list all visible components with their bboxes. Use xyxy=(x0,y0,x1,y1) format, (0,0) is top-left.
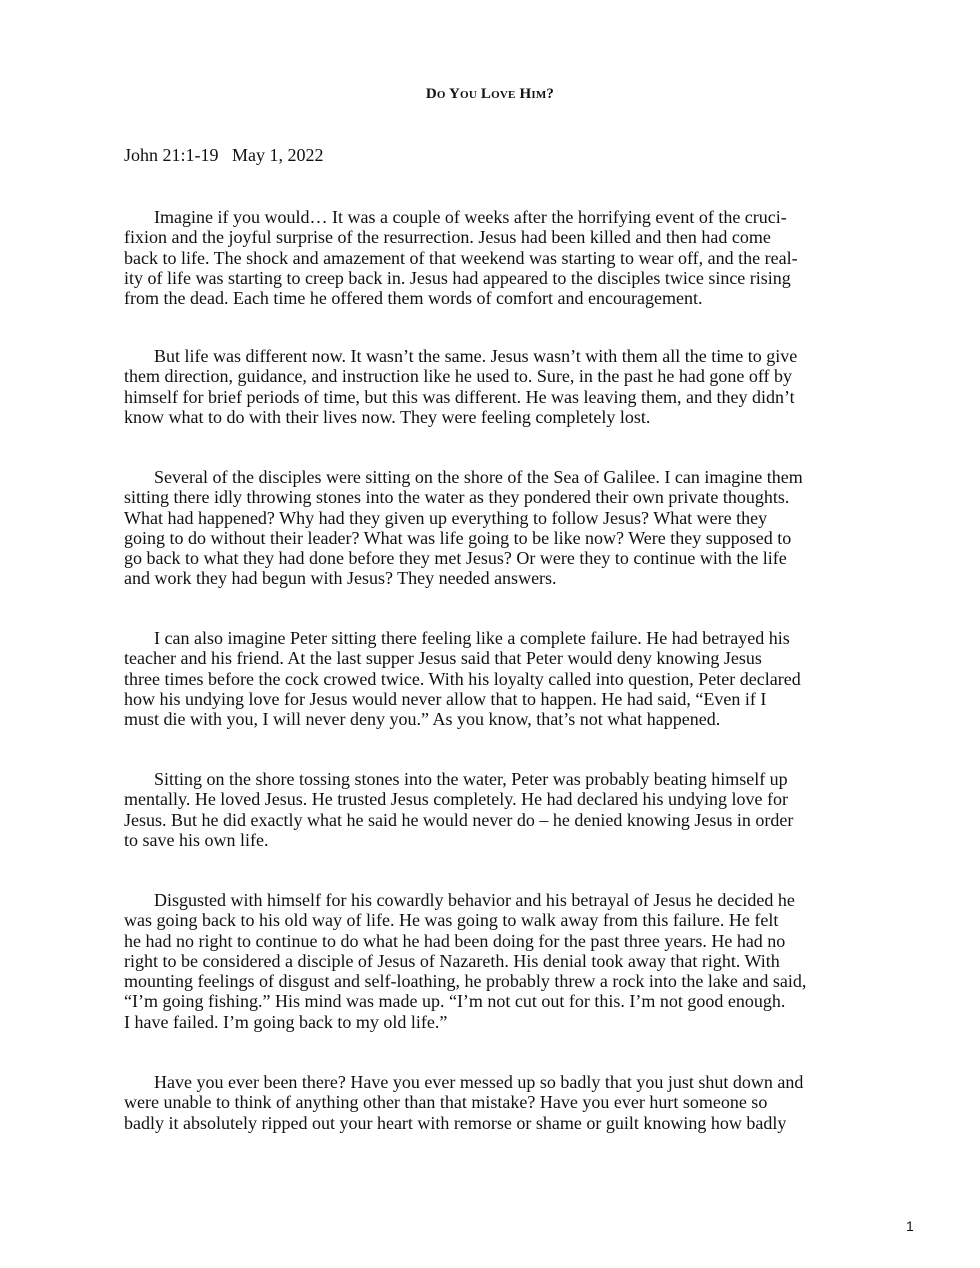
paragraph-line: must die with you, I will never deny you.” As you know, that’s not what happened. xyxy=(124,709,721,730)
paragraph-line: But life was different now. It wasn’t the same. Jesus wasn’t with them all the time to give xyxy=(154,346,798,366)
paragraph-line: from the dead. Each time he offered them words of comfort and encouragement. xyxy=(124,288,703,309)
scripture-reference: John 21:1-19 May 1, 2022 xyxy=(124,145,324,165)
paragraph-line: them direction, guidance, and instruction like he used to. Sure, in the past he had gone off by xyxy=(124,366,793,387)
paragraph-line: were unable to think of anything other than that mistake? Have you ever hurt someone so xyxy=(124,1092,768,1113)
paragraph-line: teacher and his friend. At the last supper Jesus said that Peter would deny knowing Jesus xyxy=(124,648,762,669)
paragraph xyxy=(124,1072,864,1133)
paragraph-line: “I’m going fishing.” His mind was made up. “I’m not cut out for this. I’m not good enough. xyxy=(124,991,786,1012)
paragraph-line: he had no right to continue to do what he had been doing for the past three years. He had no xyxy=(124,930,786,951)
paragraph-line: I have failed. I’m going back to my old life.” xyxy=(124,1011,448,1032)
paragraph-line: Disgusted with himself for his cowardly behavior and his betrayal of Jesus he decided he xyxy=(154,890,795,910)
paragraph-line: mentally. He loved Jesus. He trusted Jesus completely. He had declared his undying love for xyxy=(124,789,788,810)
paragraph-line: to save his own life. xyxy=(124,829,269,850)
paragraph-line: sitting there idly throwing stones into the water as they pondered their own private thoughts. xyxy=(124,487,790,508)
paragraph-line: know what to do with their lives now. They were feeling completely lost. xyxy=(124,406,651,427)
paragraph-line: Have you ever been there? Have you ever messed up so badly that you just shut down and xyxy=(154,1072,804,1092)
paragraph xyxy=(124,467,864,589)
paragraph-line: going to do without their leader? What was life going to be like now? Were they supposed to xyxy=(124,527,792,548)
paragraph-line: go back to what they had done before they met Jesus? Or were they to continue with the life xyxy=(124,548,787,569)
paragraph-line: Several of the disciples were sitting on the shore of the Sea of Galilee. I can imagine them xyxy=(154,467,803,487)
paragraph-line: three times before the cock crowed twice. With his loyalty called into question, Peter declared xyxy=(124,668,801,689)
paragraph-line: and work they had begun with Jesus? They needed answers. xyxy=(124,568,557,589)
paragraph-line: how his undying love for Jesus would never allow that to happen. He had said, “Even if I xyxy=(124,688,767,709)
paragraph-line: Sitting on the shore tossing stones into the water, Peter was probably beating himself up xyxy=(154,769,788,789)
paragraph-line: fixion and the joyful surprise of the resurrection. Jesus had been killed and then had come xyxy=(124,227,771,248)
paragraph-line: badly it absolutely ripped out your heart with remorse or shame or guilt knowing how badly xyxy=(124,1112,787,1133)
paragraph xyxy=(124,207,864,308)
paragraph-line: mounting feelings of disgust and self-loathing, he probably threw a rock into the lake and said, xyxy=(124,971,807,992)
paragraph-line: I can also imagine Peter sitting there feeling like a complete failure. He had betrayed his xyxy=(154,628,790,648)
paragraph-line: himself for brief periods of time, but this was different. He was leaving them, and they didn’t xyxy=(124,386,795,407)
paragraph-line: was going back to his old way of life. He was going to walk away from this failure. He felt xyxy=(124,910,779,931)
page-title: Do You Love Him? xyxy=(425,86,555,102)
paragraph xyxy=(124,628,864,729)
paragraph-line: back to life. The shock and amazement of that weekend was starting to wear off, and the real- xyxy=(124,247,798,268)
paragraph-line: Jesus. But he did exactly what he said he would never do – he denied knowing Jesus in order xyxy=(124,809,794,830)
paragraph-line: What had happened? Why had they given up everything to follow Jesus? What were they xyxy=(124,507,768,528)
page-number: 1 xyxy=(906,1218,914,1234)
paragraph xyxy=(124,769,864,850)
paragraph-line: right to be considered a disciple of Jesus of Nazareth. His denial took away that right. With xyxy=(124,950,780,971)
paragraph xyxy=(124,346,864,427)
paragraph xyxy=(124,890,864,1032)
paragraph-line: ity of life was starting to creep back in. Jesus had appeared to the disciples twice since rising xyxy=(124,267,791,288)
paragraph-line: Imagine if you would… It was a couple of weeks after the horrifying event of the cruci- xyxy=(154,207,787,227)
